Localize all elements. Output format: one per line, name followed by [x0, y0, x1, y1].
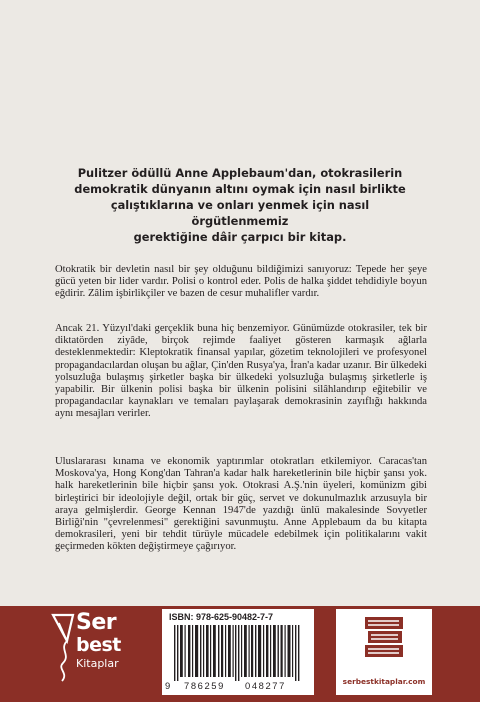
- back-cover-tagline: Pulitzer ödüllü Anne Applebaum'dan, otokrasilerin demokratik dünyanın altını oymak için nasıl birlikte çalıştıklarına ve onları yenmek için nasıl örgütlenmemiz gerektiğine dâir çarpıcı bir kitap.: [74, 166, 406, 244]
- blurb-paragraph-2: Ancak 21. Yüzyıl'daki gerçeklik buna hiç benzemiyor. Günümüzde otokrasiler, tek bir diktatörden ziyâde, birçok rejimde faaliyet gösteren karmaşık ağlarla desteklenmektedir: Kleptokratik finansal yapılar, gözetim teknolojileri ve profesyonel propagandacılardan oluşan bu ağlar, Çin'den Rusya'ya, İran'a kadar uzanır. Bir ülkedeki yolsuzluğa bulaşmış şirketler başka bir ülkedeki yolsuzluğa bulaşmış şirketlerle iş yapabilir. Bir ülkenin polisi başka bir ülkenin polisini silâhlandırıp eğitebilir ve propagandacılar kaynakları ve temaları paylaşarak demokrasinin zayıflığı hakkında aynı mesajları verirler.: [55, 323, 427, 420]
- isbn-barcode-box: [162, 609, 314, 695]
- isbn-digits-group-2: 048277: [245, 680, 286, 691]
- kite-logo-icon: [50, 611, 76, 685]
- isbn-digit-first: 9: [165, 680, 171, 691]
- blurb-paragraph-3: Uluslararası kınama ve ekonomik yaptırımlar otokratları etkilemiyor. Caracas'tan Moskova'ya, Hong Kong'dan Tahran'a kadar halk hareketlerinin bile hiçbir şansı yok. halk hareketlerinin bile hiçbir şansı yok. Otokrasi A.Ş.'nin üyeleri, komünizm gibi birleştirici bir ideolojiyle değil, ortak bir güç, servet ve dokunulmazlık arzusuyla bir araya gelmişlerdir. George Kennan 1947'de yazdığı ünlü makalesinde Sovyetler Birliği'nin "çevrelenmesi" gerektiğini savunmuştu. Anne Applebaum da bu kitapta demokrasileri, yeni bir tehdit türüyle mücadele edebilmek için politikalarını vakit geçirmeden kökten değiştirmeye çağırıyor.: [55, 456, 427, 553]
- barcode-icon: [172, 625, 306, 681]
- isbn-label: ISBN: 978-625-90482-7-7: [169, 612, 274, 622]
- logo-text-kitaplar: Kitaplar: [76, 657, 119, 670]
- blurb-paragraph-1: Otokratik bir devletin nasıl bir şey olduğunu bildiğimizi sanıyoruz: Tepede her şeye gücü yeten bir lider vardır. Polisi o kontrol eder. Polis de halka şiddet tehdidiyle boyun eğdirir. Zâlim işbirlikçiler ve bazen de cesur muhalifler vardır.: [55, 264, 427, 300]
- publisher-website: serbestkitaplar.com: [342, 677, 426, 686]
- logo-text-best: best: [76, 634, 121, 656]
- logo-text-ser: Ser: [76, 610, 117, 635]
- books-stack-icon: [364, 615, 404, 667]
- website-box: [336, 609, 432, 695]
- publisher-logo: [50, 611, 132, 689]
- isbn-digits-group-1: 786259: [184, 680, 225, 691]
